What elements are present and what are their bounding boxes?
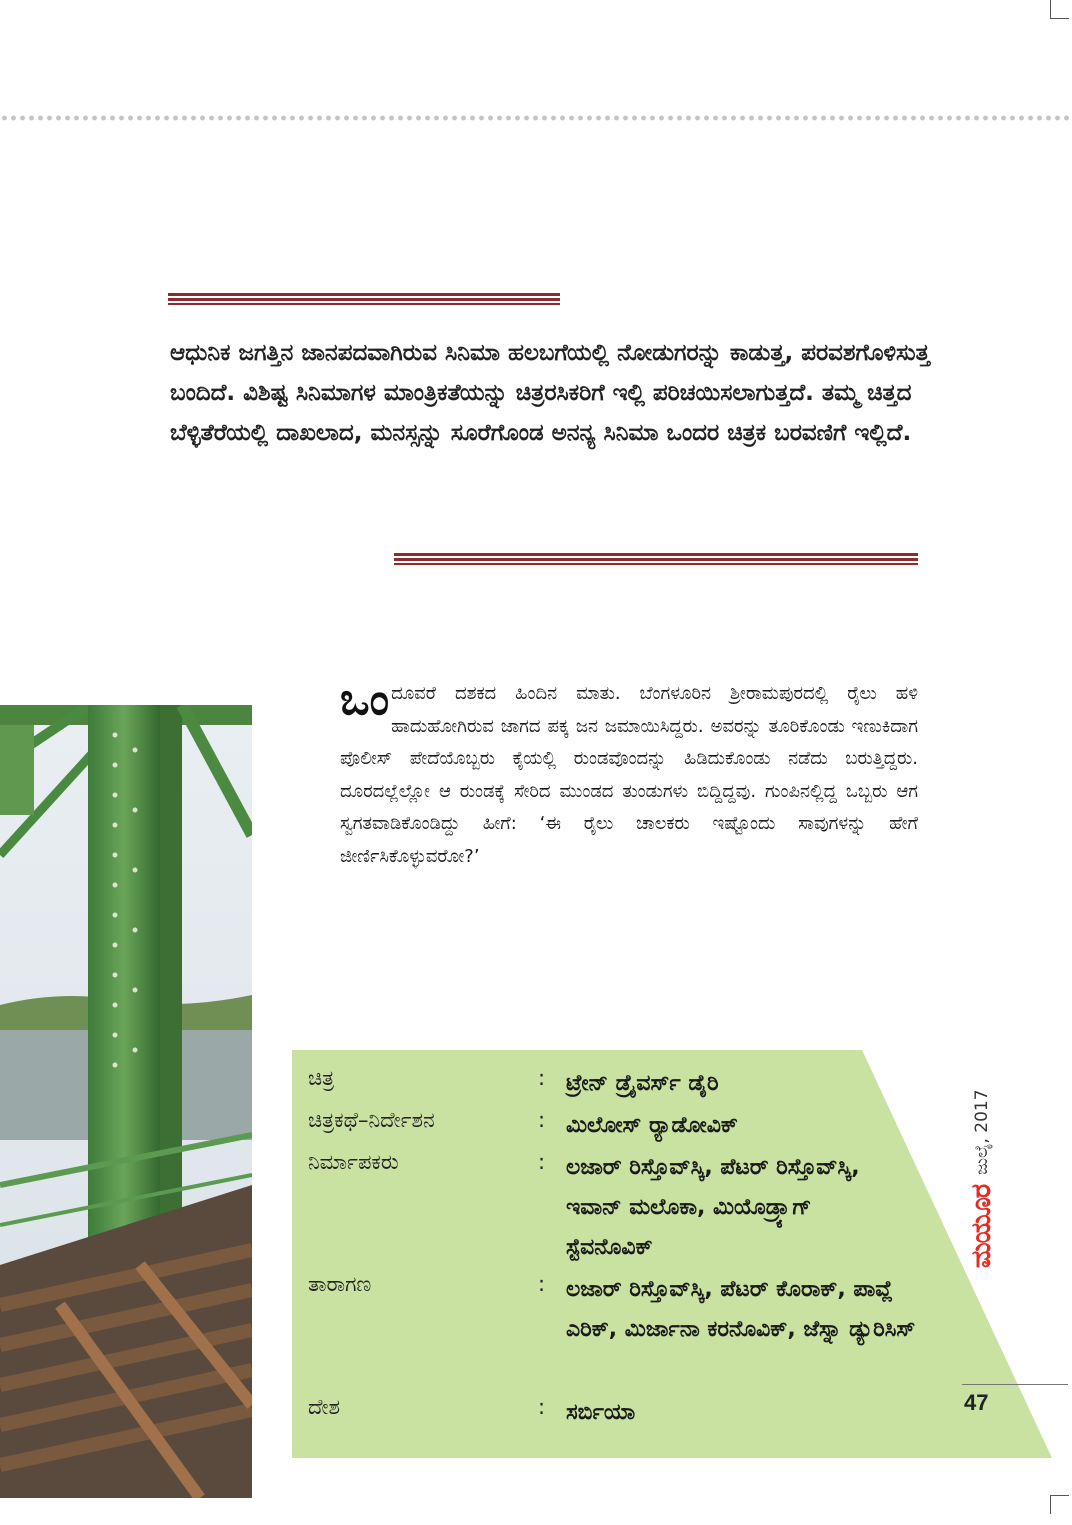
- info-label-producers: ನಿರ್ಮಾಪಕರು: [308, 1150, 399, 1174]
- masthead-logo: ಮಯೂರ: [966, 1184, 997, 1268]
- article-body-text: ದೂವರೆ ದಶಕದ ಹಿಂದಿನ ಮಾತು. ಬೆಂಗಳೂರಿನ ಶ್ರೀರಾಮಪುರದಲ್ಲಿ ರೈಲು ಹಳಿ ಹಾದುಹೋಗಿರುವ ಜಾಗದ ಪಕ್ಕ ಜನ ಜಮಾಯಿಸಿದ್ದರು. ಅವರನ್ನು ತೂರಿಕೊಂಡು ಇಣುಕಿದಾಗ ಪೊಲೀಸ್ ಪೇದೆಯೊಬ್ಬರು ಕೈಯಲ್ಲಿ ರುಂಡವೊಂದನ್ನು ಹಿಡಿದುಕೊಂಡು ನಡೆದು ಬರುತ್ತಿದ್ದರು. ದೂರದಲ್ಲೆಲ್ಲೋ ಆ ರುಂಡಕ್ಕೆ ಸೇರಿದ ಮುಂಡದ ತುಂಡುಗಳು ಬಿದ್ದಿದ್ದವು. ಗುಂಪಿನಲ್ಲಿದ್ದ ಒಬ್ಬರು ಆಗ ಸ್ವಗತವಾಡಿಕೊಂಡಿದ್ದು ಹೀಗೆ: ‘ಈ ರೈಲು ಚಾಲಕರು ಇಷ್ಟೊಂದು ಸಾವುಗಳನ್ನು ಹೇಗೆ ಜೀರ್ಣಿಸಿಕೊಳ್ಳುವರೋ?’: [340, 683, 918, 867]
- masthead-date: [968, 1078, 996, 1268]
- info-colon: :: [538, 1272, 546, 1296]
- drop-cap: ಒಂ: [340, 674, 390, 725]
- railway-bridge-photo: [0, 705, 252, 1498]
- info-label-cast: ತಾರಾಗಣ: [308, 1272, 372, 1296]
- info-label-country: ದೇಶ: [308, 1395, 340, 1419]
- info-colon: :: [538, 1066, 546, 1090]
- info-colon: :: [538, 1150, 546, 1174]
- info-value-cast: ಲಜಾರ್ ರಿಸ್ತೊವ್‌ಸ್ಕಿ, ಪೆಟರ್ ಕೊರಾಕ್, ಪಾವ್ಲೆ ಎರಿಕ್, ಮಿರ್ಜಾನಾ ಕರನೊವಿಕ್, ಜೆಸ್ನಾ ಡ್ಯುರಿಸಿಸ್: [566, 1277, 916, 1342]
- info-value-country: ಸರ್ಬಿಯಾ: [566, 1400, 636, 1425]
- intro-rule-bottom: [394, 553, 918, 565]
- info-value-screenplay-direction: ಮಿಲೋಸ್ ರ‍್ಯಾಡೋವಿಕ್: [566, 1113, 738, 1138]
- info-value-film: ಟ್ರೇನ್ ಡ್ರೈವರ್ಸ್ ಡೈರಿ: [566, 1071, 719, 1096]
- info-colon: :: [538, 1108, 546, 1132]
- info-colon: :: [538, 1395, 546, 1419]
- crop-mark-bottom: [1050, 1495, 1069, 1514]
- info-label-film: ಚಿತ್ರ: [308, 1066, 335, 1090]
- intro-rule-top: [168, 293, 560, 305]
- issue-date: ಜುಲೈ, 2017: [972, 1089, 992, 1175]
- crop-mark-top: [1050, 0, 1069, 19]
- intro-paragraph: ಆಧುನಿಕ ಜಗತ್ತಿನ ಜಾನಪದವಾಗಿರುವ ಸಿನಿಮಾ ಹಲಬಗೆಯಲ್ಲಿ ನೋಡುಗರನ್ನು ಕಾಡುತ್ತ, ಪರವಶಗೊಳಿಸುತ್ತ ಬಂದಿದೆ. ವಿಶಿಷ್ಟ ಸಿನಿಮಾಗಳ ಮಾಂತ್ರಿಕತೆಯನ್ನು ಚಿತ್ರರಸಿಕರಿಗೆ ಇಲ್ಲಿ ಪರಿಚಯಿಸಲಾಗುತ್ತದೆ. ತಮ್ಮ ಚಿತ್ತದ ಬೆಳ್ಳಿತೆರೆಯಲ್ಲಿ ದಾಖಲಾದ, ಮನಸ್ಸನ್ನು ಸೂರೆಗೊಂಡ ಅನನ್ಯ ಸಿನಿಮಾ ಒಂದರ ಚಿತ್ರಕ ಬರವಣಿಗೆ ಇಲ್ಲಿದೆ.: [170, 340, 930, 446]
- page-number: 47: [964, 1390, 989, 1415]
- info-value-producers: ಲಜಾರ್ ರಿಸ್ತೊವ್‌ಸ್ಕಿ, ಪೆಟರ್ ರಿಸ್ತೊವ್‌ಸ್ಕಿ, ಇವಾನ್ ಮಲೊಕಾ, ಮಿಯೊಡ್ರ‍್ಯಾಗ್ ಸ್ಟೆವನೊವಿಕ್: [566, 1155, 860, 1260]
- dotted-separator: [0, 114, 1072, 122]
- article-body: [340, 674, 918, 873]
- page-number-rule: [962, 1384, 1068, 1385]
- info-label-screenplay-direction: ಚಿತ್ರಕಥೆ–ನಿರ್ದೇಶನ: [308, 1108, 435, 1132]
